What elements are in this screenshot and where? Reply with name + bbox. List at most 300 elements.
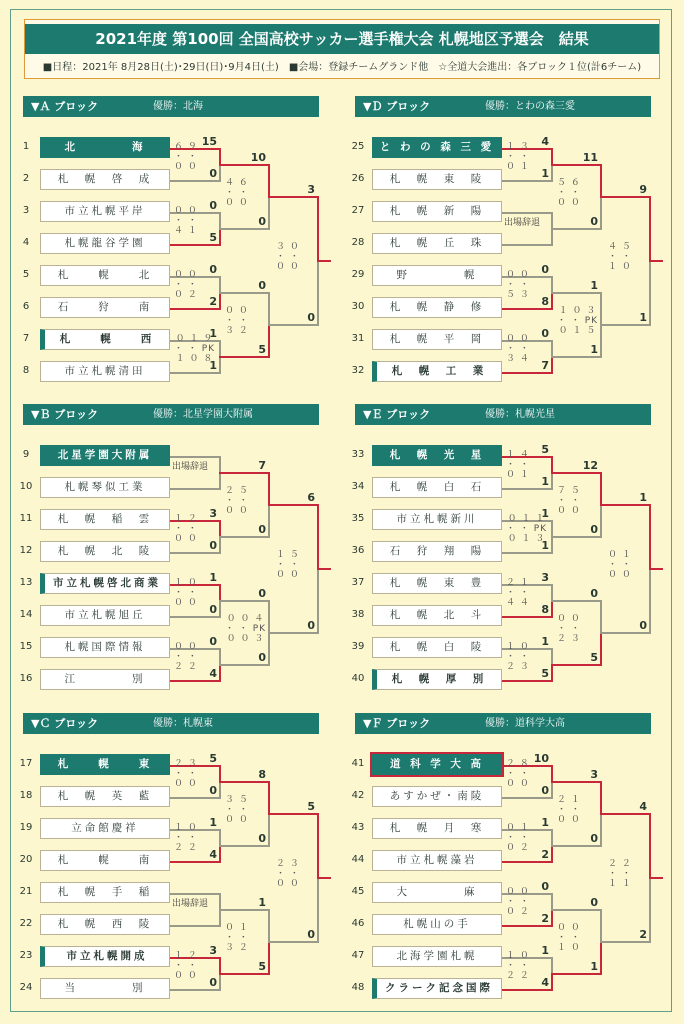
half-scores: ０ ０ ・ ・ ２ ３ bbox=[557, 613, 581, 644]
team-name: 札 幌 北 bbox=[40, 265, 170, 286]
half-scores: ０ ０ ・ ・ ２ ２ bbox=[174, 641, 198, 672]
bracket-line bbox=[219, 957, 221, 973]
bracket-line bbox=[219, 845, 268, 847]
score: 0 bbox=[541, 783, 549, 797]
team-number: 14 bbox=[19, 609, 33, 620]
team-number: 33 bbox=[351, 449, 365, 460]
team-number: 30 bbox=[351, 301, 365, 312]
half-scores: ０ ０ ４ ・ ・ PK ０ ０ ３ bbox=[225, 613, 267, 644]
block-name: ▼Ｃ ブロック bbox=[31, 717, 99, 730]
score: 5 bbox=[541, 442, 549, 456]
bracket-line bbox=[170, 680, 219, 682]
bracket-line bbox=[219, 356, 221, 374]
bracket-line bbox=[600, 600, 602, 632]
team-number: 47 bbox=[351, 950, 365, 961]
bracket-line bbox=[551, 228, 553, 246]
score: 3 bbox=[590, 767, 598, 781]
block-name: ▼Ｆ ブロック bbox=[363, 717, 431, 730]
team-name: 札 幌 手 稲 bbox=[40, 882, 170, 903]
bracket-line bbox=[551, 212, 553, 228]
score: 5 bbox=[209, 751, 217, 765]
block-winner: 優勝：札幌東 bbox=[153, 718, 213, 729]
score: 0 bbox=[590, 214, 598, 228]
team-number: 41 bbox=[351, 758, 365, 769]
bracket-line bbox=[268, 632, 270, 666]
score: 1 bbox=[258, 895, 266, 909]
bracket-line bbox=[600, 324, 649, 326]
bracket-line bbox=[268, 941, 270, 975]
team-number: 37 bbox=[351, 577, 365, 588]
score: 0 bbox=[258, 586, 266, 600]
bracket-line bbox=[219, 148, 221, 164]
bracket-line bbox=[219, 472, 221, 490]
bracket-line bbox=[502, 861, 551, 863]
score: 1 bbox=[541, 474, 549, 488]
team-name: 札 幌 東 豊 bbox=[372, 573, 502, 594]
score: 1 bbox=[541, 634, 549, 648]
score: 1 bbox=[541, 506, 549, 520]
score: 3 bbox=[541, 570, 549, 584]
bracket-line bbox=[502, 308, 551, 310]
bracket-line bbox=[170, 989, 219, 991]
bracket-line bbox=[600, 632, 602, 666]
team-number: 12 bbox=[19, 545, 33, 556]
bracket-line bbox=[268, 164, 270, 196]
bracket-line bbox=[219, 664, 268, 666]
team-number: 15 bbox=[19, 641, 33, 652]
team-name: 札幌龍谷学園 bbox=[40, 233, 170, 254]
score: 1 bbox=[590, 342, 598, 356]
half-scores: １ ０ ・ ・ ２ ２ bbox=[506, 950, 530, 981]
half-scores: １ ０ ・ ・ ２ ３ bbox=[506, 641, 530, 672]
bracket-line bbox=[551, 228, 600, 230]
team-name: 札幌国際情報 bbox=[40, 637, 170, 658]
bracket-line bbox=[317, 260, 319, 326]
half-scores: ２ ２ ・ ・ １ １ bbox=[608, 858, 632, 889]
bracket-line bbox=[551, 340, 553, 356]
team-name: 北 海 bbox=[40, 137, 170, 158]
score: 8 bbox=[541, 602, 549, 616]
half-scores: １ ０ ・ ・ ０ ０ bbox=[174, 577, 198, 608]
team-number: 25 bbox=[351, 141, 365, 152]
bracket-line bbox=[502, 925, 551, 927]
bracket-line bbox=[317, 196, 319, 260]
team-name: 札 幌 英 藍 bbox=[40, 786, 170, 807]
team-number: 32 bbox=[351, 365, 365, 376]
score: 10 bbox=[250, 150, 266, 164]
score: 7 bbox=[258, 458, 266, 472]
page-subtitle: ■日程：2021年 8月28日(土)･29日(日)･9月4日(土) ■会場：登録チームグランド他 ☆全道大会進出：各ブロック１位(計6チーム) bbox=[42, 62, 642, 73]
bracket-line bbox=[551, 893, 553, 909]
half-scores: ０ ０ ・ ・ ３ ２ bbox=[225, 305, 249, 336]
block-header bbox=[23, 404, 319, 425]
bracket-line bbox=[219, 292, 268, 294]
bracket-line bbox=[551, 765, 553, 781]
team-name: 札 幌 南 bbox=[40, 850, 170, 871]
score: 12 bbox=[582, 458, 598, 472]
bracket-line bbox=[502, 372, 551, 374]
bracket-line bbox=[600, 813, 649, 815]
score: 0 bbox=[258, 831, 266, 845]
withdrawal-note: 出場辞退 bbox=[172, 898, 209, 909]
bracket-line bbox=[551, 781, 600, 783]
block-header bbox=[355, 713, 651, 734]
team-name: 市立札幌平岸 bbox=[40, 201, 170, 222]
score: 1 bbox=[209, 358, 217, 372]
bracket-line bbox=[219, 909, 221, 927]
block-header bbox=[23, 713, 319, 734]
team-name: 江 別 bbox=[40, 669, 170, 690]
score: 1 bbox=[209, 570, 217, 584]
team-name: 札 幌 東 陵 bbox=[372, 169, 502, 190]
half-scores: ３ ０ ・ ・ ０ ０ bbox=[276, 241, 300, 272]
team-name: 札 幌 東 bbox=[40, 754, 170, 775]
team-number: 3 bbox=[22, 205, 30, 216]
block-winner: 優勝：道科学大高 bbox=[485, 718, 565, 729]
score: 5 bbox=[258, 342, 266, 356]
block-header bbox=[355, 404, 651, 425]
bracket-line bbox=[551, 781, 553, 799]
half-scores: ２ １ ・ ・ ４ ４ bbox=[506, 577, 530, 608]
bracket-line bbox=[219, 845, 221, 863]
team-number: 48 bbox=[351, 982, 365, 993]
half-scores: ０ １ １ ・ ・ PK ０ １ ３ bbox=[506, 513, 548, 544]
bracket-line bbox=[170, 308, 219, 310]
team-name: と わ の 森 三 愛 bbox=[372, 137, 502, 158]
team-number: 17 bbox=[19, 758, 33, 769]
bracket-line bbox=[219, 909, 268, 911]
bracket-line bbox=[219, 340, 221, 356]
half-scores: ２ ３ ・ ・ ０ ０ bbox=[276, 858, 300, 889]
bracket-line bbox=[268, 504, 317, 506]
score: 4 bbox=[541, 975, 549, 989]
bracket-line bbox=[219, 228, 268, 230]
team-name: 札 幌 光 星 bbox=[372, 445, 502, 466]
bracket-line bbox=[600, 196, 649, 198]
team-name: 札 幌 北 斗 bbox=[372, 605, 502, 626]
bracket-line bbox=[219, 584, 221, 600]
bracket-line bbox=[170, 456, 219, 458]
bracket-line bbox=[219, 600, 221, 618]
bracket-block bbox=[19, 713, 333, 1003]
bracket-line bbox=[649, 568, 663, 570]
bracket-line bbox=[268, 909, 270, 941]
bracket-line bbox=[649, 568, 651, 634]
score: 2 bbox=[541, 911, 549, 925]
half-scores: ２ ８ ・ ・ ０ ０ bbox=[506, 758, 530, 789]
bracket-line bbox=[502, 616, 551, 618]
team-name: 市立札幌藻岩 bbox=[372, 850, 502, 871]
bracket-block bbox=[351, 713, 665, 1003]
half-scores: １ ３ ・ ・ ０ １ bbox=[506, 141, 530, 172]
bracket-line bbox=[219, 276, 221, 292]
block-name: ▼Ｄ ブロック bbox=[363, 100, 431, 113]
team-number: 4 bbox=[22, 237, 30, 248]
score: 0 bbox=[209, 634, 217, 648]
bracket-line bbox=[317, 568, 319, 634]
team-name: 札 幌 平 岡 bbox=[372, 329, 502, 350]
bracket-line bbox=[219, 536, 221, 554]
bracket-line bbox=[219, 648, 221, 664]
bracket-line bbox=[551, 845, 553, 863]
bracket-line bbox=[600, 324, 602, 358]
bracket-line bbox=[551, 957, 553, 973]
half-scores: １ ０ ３ ・ ・ PK ０ １ ５ bbox=[557, 305, 599, 336]
bracket-line bbox=[649, 196, 651, 260]
bracket-block bbox=[351, 404, 665, 694]
bracket-line bbox=[551, 600, 553, 618]
bracket-line bbox=[219, 356, 268, 358]
score: 0 bbox=[639, 618, 647, 632]
bracket-line bbox=[600, 941, 649, 943]
bracket-line bbox=[219, 472, 268, 474]
score: 7 bbox=[541, 358, 549, 372]
bracket-line bbox=[649, 877, 651, 943]
team-name: 札 幌 月 寒 bbox=[372, 818, 502, 839]
bracket-line bbox=[170, 552, 219, 554]
score: 5 bbox=[307, 799, 315, 813]
bracket-line bbox=[219, 456, 221, 472]
bracket-block bbox=[351, 96, 665, 386]
bracket-line bbox=[600, 941, 602, 975]
team-name: 立命館慶祥 bbox=[40, 818, 170, 839]
bracket-line bbox=[219, 520, 221, 536]
team-number: 29 bbox=[351, 269, 365, 280]
bracket-line bbox=[600, 292, 602, 324]
bracket-line bbox=[600, 781, 602, 813]
score: 0 bbox=[541, 326, 549, 340]
team-number: 46 bbox=[351, 918, 365, 929]
bracket-line bbox=[317, 813, 319, 877]
team-number: 38 bbox=[351, 609, 365, 620]
team-number: 21 bbox=[19, 886, 33, 897]
bracket-line bbox=[268, 781, 270, 813]
bracket-line bbox=[551, 520, 553, 536]
half-scores: ７ ５ ・ ・ ０ ０ bbox=[557, 485, 581, 516]
half-scores: １ ２ ・ ・ ０ ０ bbox=[174, 513, 198, 544]
bracket-line bbox=[502, 797, 551, 799]
bracket-line bbox=[649, 877, 663, 879]
bracket-line bbox=[600, 472, 602, 504]
bracket-line bbox=[170, 488, 219, 490]
team-name: 市立札幌開成 bbox=[40, 946, 170, 967]
team-name: クラーク記念国際 bbox=[372, 978, 502, 999]
score: 1 bbox=[541, 815, 549, 829]
half-scores: １ ２ ・ ・ ０ ０ bbox=[174, 950, 198, 981]
bracket-line bbox=[219, 600, 268, 602]
team-number: 8 bbox=[22, 365, 30, 376]
score: 1 bbox=[541, 943, 549, 957]
half-scores: ０ ０ ・ ・ ０ ２ bbox=[506, 886, 530, 917]
score: 0 bbox=[590, 586, 598, 600]
bracket-line bbox=[600, 813, 602, 847]
bracket-line bbox=[649, 260, 651, 326]
bracket-line bbox=[600, 632, 649, 634]
half-scores: ２ ３ ・ ・ ０ ０ bbox=[174, 758, 198, 789]
score: 2 bbox=[209, 294, 217, 308]
block-winner: 優勝：北星学園大附属 bbox=[153, 409, 253, 420]
bracket-line bbox=[317, 568, 331, 570]
bracket-line bbox=[317, 877, 331, 879]
team-number: 31 bbox=[351, 333, 365, 344]
block-header bbox=[355, 96, 651, 117]
score: 11 bbox=[582, 150, 598, 164]
team-number: 42 bbox=[351, 790, 365, 801]
team-number: 20 bbox=[19, 854, 33, 865]
bracket-line bbox=[551, 472, 600, 474]
bracket-line bbox=[551, 164, 600, 166]
score: 0 bbox=[258, 214, 266, 228]
bracket-line bbox=[600, 504, 602, 538]
bracket-line bbox=[219, 228, 221, 246]
bracket-line bbox=[502, 989, 551, 991]
team-name: 札 幌 白 陵 bbox=[372, 637, 502, 658]
team-name: 札 幌 厚 別 bbox=[372, 669, 502, 690]
team-number: 34 bbox=[351, 481, 365, 492]
score: 1 bbox=[541, 538, 549, 552]
score: 5 bbox=[258, 959, 266, 973]
team-number: 11 bbox=[19, 513, 33, 524]
score: 0 bbox=[590, 522, 598, 536]
team-number: 35 bbox=[351, 513, 365, 524]
half-scores: ４ ５ ・ ・ １ ０ bbox=[608, 241, 632, 272]
bracket-line bbox=[551, 829, 553, 845]
score: 8 bbox=[258, 767, 266, 781]
bracket-block bbox=[19, 404, 333, 694]
bracket-line bbox=[219, 292, 221, 310]
bracket-line bbox=[600, 164, 602, 196]
score: 0 bbox=[307, 927, 315, 941]
bracket-line bbox=[551, 164, 553, 182]
team-name: 札幌山の手 bbox=[372, 914, 502, 935]
bracket-line bbox=[268, 292, 270, 324]
team-number: 9 bbox=[22, 449, 30, 460]
score: 1 bbox=[590, 959, 598, 973]
bracket-line bbox=[219, 781, 268, 783]
bracket-line bbox=[551, 356, 553, 374]
team-name: 札 幌 西 陵 bbox=[40, 914, 170, 935]
score: 2 bbox=[639, 927, 647, 941]
bracket-line bbox=[219, 829, 221, 845]
score: 0 bbox=[258, 522, 266, 536]
team-name: 札 幌 白 石 bbox=[372, 477, 502, 498]
score: 0 bbox=[209, 166, 217, 180]
bracket-line bbox=[219, 664, 221, 682]
team-name: 市立札幌旭丘 bbox=[40, 605, 170, 626]
score: 0 bbox=[209, 975, 217, 989]
page-header bbox=[24, 19, 660, 79]
bracket-line bbox=[502, 488, 551, 490]
bracket-line bbox=[170, 893, 219, 895]
team-name: 札 幌 北 陵 bbox=[40, 541, 170, 562]
score: 3 bbox=[307, 182, 315, 196]
withdrawal-note: 出場辞退 bbox=[504, 217, 541, 228]
team-number: 28 bbox=[351, 237, 365, 248]
team-name: 市立札幌啓北商業 bbox=[40, 573, 170, 594]
team-number: 5 bbox=[22, 269, 30, 280]
bracket-line bbox=[551, 292, 553, 310]
score: 5 bbox=[590, 650, 598, 664]
bracket-line bbox=[170, 925, 219, 927]
bracket-line bbox=[502, 244, 551, 246]
page-title: 2021年度 第100回 全国高校サッカー選手権大会 札幌地区予選会 結果 bbox=[25, 24, 659, 54]
score: 0 bbox=[209, 262, 217, 276]
bracket-line bbox=[551, 973, 600, 975]
score: 0 bbox=[590, 895, 598, 909]
bracket-line bbox=[170, 797, 219, 799]
block-winner: 優勝：北海 bbox=[153, 101, 203, 112]
team-number: 6 bbox=[22, 301, 30, 312]
bracket-line bbox=[649, 504, 651, 568]
bracket-line bbox=[219, 536, 268, 538]
bracket-line bbox=[551, 472, 553, 490]
block-winner: 優勝：札幌光星 bbox=[485, 409, 555, 420]
bracket-line bbox=[170, 372, 219, 374]
team-name: 野 幌 bbox=[372, 265, 502, 286]
bracket-line bbox=[551, 909, 553, 927]
bracket-block bbox=[23, 96, 333, 386]
bracket-line bbox=[551, 664, 553, 682]
score: 15 bbox=[201, 134, 217, 148]
bracket-line bbox=[219, 765, 221, 781]
score: 1 bbox=[590, 278, 598, 292]
score: 1 bbox=[639, 310, 647, 324]
bracket-line bbox=[551, 664, 600, 666]
score: 10 bbox=[533, 751, 549, 765]
score: 4 bbox=[639, 799, 647, 813]
bracket-line bbox=[170, 244, 219, 246]
half-scores: ２ ５ ・ ・ ０ ０ bbox=[225, 485, 249, 516]
bracket-line bbox=[268, 813, 270, 847]
bracket-line bbox=[317, 877, 319, 943]
half-scores: ０ １ ・ ・ ０ ０ bbox=[608, 549, 632, 580]
bracket-line bbox=[268, 632, 317, 634]
half-scores: １ ５ ・ ・ ０ ０ bbox=[276, 549, 300, 580]
score: 0 bbox=[541, 879, 549, 893]
score: 0 bbox=[209, 602, 217, 616]
team-name: 石 狩 南 bbox=[40, 297, 170, 318]
bracket-line bbox=[219, 212, 221, 228]
bracket-line bbox=[551, 648, 553, 664]
score: 0 bbox=[209, 783, 217, 797]
score: 1 bbox=[541, 166, 549, 180]
bracket-line bbox=[649, 260, 663, 262]
score: 0 bbox=[258, 278, 266, 292]
bracket-line bbox=[219, 164, 221, 182]
bracket-line bbox=[502, 552, 551, 554]
team-name: 札 幌 静 修 bbox=[372, 297, 502, 318]
team-name: 当 別 bbox=[40, 978, 170, 999]
bracket-line bbox=[268, 941, 317, 943]
score: 0 bbox=[209, 198, 217, 212]
bracket-line bbox=[551, 536, 553, 554]
bracket-line bbox=[268, 324, 270, 358]
score: 1 bbox=[639, 490, 647, 504]
score: 1 bbox=[209, 326, 217, 340]
bracket-line bbox=[502, 212, 551, 214]
team-number: 18 bbox=[19, 790, 33, 801]
team-number: 22 bbox=[19, 918, 33, 929]
half-scores: ６ ９ ・ ・ ０ ０ bbox=[174, 141, 198, 172]
block-header bbox=[23, 96, 319, 117]
team-name: あすかぜ・南陵 bbox=[372, 786, 502, 807]
score: 0 bbox=[307, 310, 315, 324]
score: 4 bbox=[209, 847, 217, 861]
bracket-line bbox=[600, 909, 602, 941]
team-name: 札 幌 稲 雲 bbox=[40, 509, 170, 530]
score: 5 bbox=[209, 230, 217, 244]
block-name: ▼Ａ ブロック bbox=[31, 100, 99, 113]
